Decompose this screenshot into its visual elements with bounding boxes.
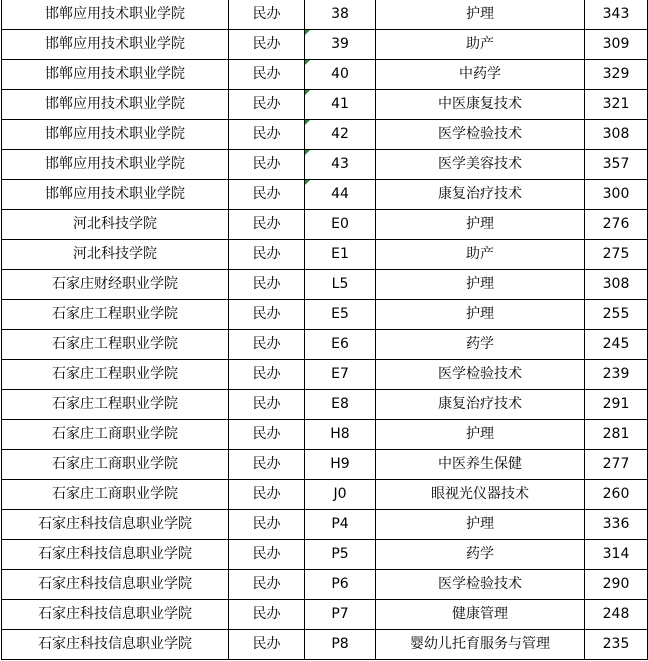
- major-name-cell[interactable]: 助产: [376, 240, 585, 270]
- major-code-cell[interactable]: J0: [305, 480, 376, 510]
- school-type-cell[interactable]: 民办: [229, 540, 305, 570]
- table-row: [2, 600, 648, 630]
- school-name-cell[interactable]: 邯郸应用技术职业学院: [2, 180, 229, 210]
- school-name-cell[interactable]: 邯郸应用技术职业学院: [2, 150, 229, 180]
- major-code-cell[interactable]: P4: [305, 510, 376, 540]
- school-name-cell[interactable]: 河北科技学院: [2, 240, 229, 270]
- admission-scores-table: [1, 0, 648, 660]
- school-name-cell[interactable]: 石家庄科技信息职业学院: [2, 600, 229, 630]
- school-type-cell[interactable]: 民办: [229, 240, 305, 270]
- table-row: [2, 0, 648, 30]
- min-score-cell[interactable]: 248: [585, 600, 648, 630]
- major-code-cell[interactable]: 40: [305, 60, 376, 90]
- major-code-cell[interactable]: 43: [305, 150, 376, 180]
- table-row: [2, 480, 648, 510]
- school-name-cell[interactable]: 石家庄工商职业学院: [2, 480, 229, 510]
- school-name-cell[interactable]: 石家庄科技信息职业学院: [2, 570, 229, 600]
- table-row: [2, 30, 648, 60]
- major-name-cell[interactable]: 中医康复技术: [376, 90, 585, 120]
- major-code-cell[interactable]: E6: [305, 330, 376, 360]
- school-type-cell[interactable]: 民办: [229, 360, 305, 390]
- major-name-cell[interactable]: 康复治疗技术: [376, 180, 585, 210]
- table-row: [2, 360, 648, 390]
- table-row: [2, 510, 648, 540]
- school-name-cell[interactable]: 邯郸应用技术职业学院: [2, 120, 229, 150]
- school-type-cell[interactable]: 民办: [229, 480, 305, 510]
- major-code-cell[interactable]: 44: [305, 180, 376, 210]
- min-score-cell[interactable]: 336: [585, 510, 648, 540]
- school-name-cell[interactable]: 石家庄科技信息职业学院: [2, 540, 229, 570]
- min-score-cell[interactable]: 235: [585, 630, 648, 660]
- major-name-cell[interactable]: 眼视光仪器技术: [376, 480, 585, 510]
- school-name-cell[interactable]: 石家庄工程职业学院: [2, 330, 229, 360]
- min-score-cell[interactable]: 343: [585, 0, 648, 30]
- major-name-cell[interactable]: 康复治疗技术: [376, 390, 585, 420]
- major-code-cell[interactable]: 39: [305, 30, 376, 60]
- school-type-cell[interactable]: 民办: [229, 300, 305, 330]
- major-name-cell[interactable]: 助产: [376, 30, 585, 60]
- major-name-cell[interactable]: 医学检验技术: [376, 570, 585, 600]
- school-type-cell[interactable]: 民办: [229, 60, 305, 90]
- major-name-cell[interactable]: 护理: [376, 210, 585, 240]
- school-name-cell[interactable]: 邯郸应用技术职业学院: [2, 90, 229, 120]
- table-row: [2, 150, 648, 180]
- major-code-cell[interactable]: H9: [305, 450, 376, 480]
- table-row: [2, 540, 648, 570]
- school-type-cell[interactable]: 民办: [229, 90, 305, 120]
- major-name-cell[interactable]: 婴幼儿托育服务与管理: [376, 630, 585, 660]
- school-type-cell[interactable]: 民办: [229, 120, 305, 150]
- table-row: [2, 240, 648, 270]
- table-row: [2, 120, 648, 150]
- school-type-cell[interactable]: 民办: [229, 450, 305, 480]
- min-score-cell[interactable]: 300: [585, 180, 648, 210]
- major-code-cell[interactable]: E0: [305, 210, 376, 240]
- min-score-cell[interactable]: 308: [585, 120, 648, 150]
- school-type-cell[interactable]: 民办: [229, 570, 305, 600]
- major-code-cell[interactable]: 41: [305, 90, 376, 120]
- school-type-cell[interactable]: 民办: [229, 30, 305, 60]
- major-name-cell[interactable]: 护理: [376, 510, 585, 540]
- major-code-cell[interactable]: E5: [305, 300, 376, 330]
- school-type-cell[interactable]: 民办: [229, 270, 305, 300]
- school-name-cell[interactable]: 石家庄工程职业学院: [2, 360, 229, 390]
- major-code-cell[interactable]: E1: [305, 240, 376, 270]
- min-score-cell[interactable]: 275: [585, 240, 648, 270]
- min-score-cell[interactable]: 276: [585, 210, 648, 240]
- major-code-cell[interactable]: P5: [305, 540, 376, 570]
- major-code-cell[interactable]: 38: [305, 0, 376, 30]
- min-score-cell[interactable]: 277: [585, 450, 648, 480]
- school-name-cell[interactable]: 石家庄财经职业学院: [2, 270, 229, 300]
- major-name-cell[interactable]: 健康管理: [376, 600, 585, 630]
- table-row: [2, 270, 648, 300]
- min-score-cell[interactable]: 329: [585, 60, 648, 90]
- school-name-cell[interactable]: 石家庄工商职业学院: [2, 450, 229, 480]
- min-score-cell[interactable]: 309: [585, 30, 648, 60]
- min-score-cell[interactable]: 239: [585, 360, 648, 390]
- school-type-cell[interactable]: 民办: [229, 0, 305, 30]
- min-score-cell[interactable]: 357: [585, 150, 648, 180]
- min-score-cell[interactable]: 308: [585, 270, 648, 300]
- table-row: [2, 60, 648, 90]
- major-code-cell[interactable]: E8: [305, 390, 376, 420]
- school-type-cell[interactable]: 民办: [229, 600, 305, 630]
- school-type-cell[interactable]: 民办: [229, 510, 305, 540]
- min-score-cell[interactable]: 255: [585, 300, 648, 330]
- major-code-cell[interactable]: 42: [305, 120, 376, 150]
- major-code-cell[interactable]: H8: [305, 420, 376, 450]
- table-row: [2, 630, 648, 660]
- table-row: [2, 450, 648, 480]
- min-score-cell[interactable]: 291: [585, 390, 648, 420]
- school-name-cell[interactable]: 石家庄科技信息职业学院: [2, 630, 229, 660]
- school-type-cell[interactable]: 民办: [229, 330, 305, 360]
- major-code-cell[interactable]: P6: [305, 570, 376, 600]
- table-body: [2, 0, 648, 660]
- school-type-cell[interactable]: 民办: [229, 210, 305, 240]
- school-name-cell[interactable]: 邯郸应用技术职业学院: [2, 60, 229, 90]
- major-code-cell[interactable]: L5: [305, 270, 376, 300]
- school-name-cell[interactable]: 邯郸应用技术职业学院: [2, 0, 229, 30]
- school-name-cell[interactable]: 河北科技学院: [2, 210, 229, 240]
- major-code-cell[interactable]: P7: [305, 600, 376, 630]
- min-score-cell[interactable]: 245: [585, 330, 648, 360]
- major-name-cell[interactable]: 药学: [376, 330, 585, 360]
- school-name-cell[interactable]: 石家庄工商职业学院: [2, 420, 229, 450]
- min-score-cell[interactable]: 290: [585, 570, 648, 600]
- school-type-cell[interactable]: 民办: [229, 630, 305, 660]
- table-row: [2, 570, 648, 600]
- min-score-cell[interactable]: 314: [585, 540, 648, 570]
- major-name-cell[interactable]: 护理: [376, 420, 585, 450]
- table-row: [2, 90, 648, 120]
- major-name-cell[interactable]: 中药学: [376, 60, 585, 90]
- major-name-cell[interactable]: 护理: [376, 0, 585, 30]
- school-type-cell[interactable]: 民办: [229, 180, 305, 210]
- table-row: [2, 330, 648, 360]
- school-type-cell[interactable]: 民办: [229, 420, 305, 450]
- school-name-cell[interactable]: 邯郸应用技术职业学院: [2, 30, 229, 60]
- table-row: [2, 210, 648, 240]
- school-type-cell[interactable]: 民办: [229, 150, 305, 180]
- table-row: [2, 420, 648, 450]
- major-name-cell[interactable]: 护理: [376, 300, 585, 330]
- major-code-cell[interactable]: P8: [305, 630, 376, 660]
- major-name-cell[interactable]: 护理: [376, 270, 585, 300]
- table-row: [2, 390, 648, 420]
- major-name-cell[interactable]: 医学检验技术: [376, 360, 585, 390]
- major-name-cell[interactable]: 医学检验技术: [376, 120, 585, 150]
- major-name-cell[interactable]: 药学: [376, 540, 585, 570]
- min-score-cell[interactable]: 321: [585, 90, 648, 120]
- major-name-cell[interactable]: 中医养生保健: [376, 450, 585, 480]
- school-name-cell[interactable]: 石家庄工程职业学院: [2, 390, 229, 420]
- min-score-cell[interactable]: 260: [585, 480, 648, 510]
- school-name-cell[interactable]: 石家庄科技信息职业学院: [2, 510, 229, 540]
- major-name-cell[interactable]: 医学美容技术: [376, 150, 585, 180]
- school-type-cell[interactable]: 民办: [229, 390, 305, 420]
- school-name-cell[interactable]: 石家庄工程职业学院: [2, 300, 229, 330]
- table-row: [2, 180, 648, 210]
- min-score-cell[interactable]: 281: [585, 420, 648, 450]
- major-code-cell[interactable]: E7: [305, 360, 376, 390]
- table-row: [2, 300, 648, 330]
